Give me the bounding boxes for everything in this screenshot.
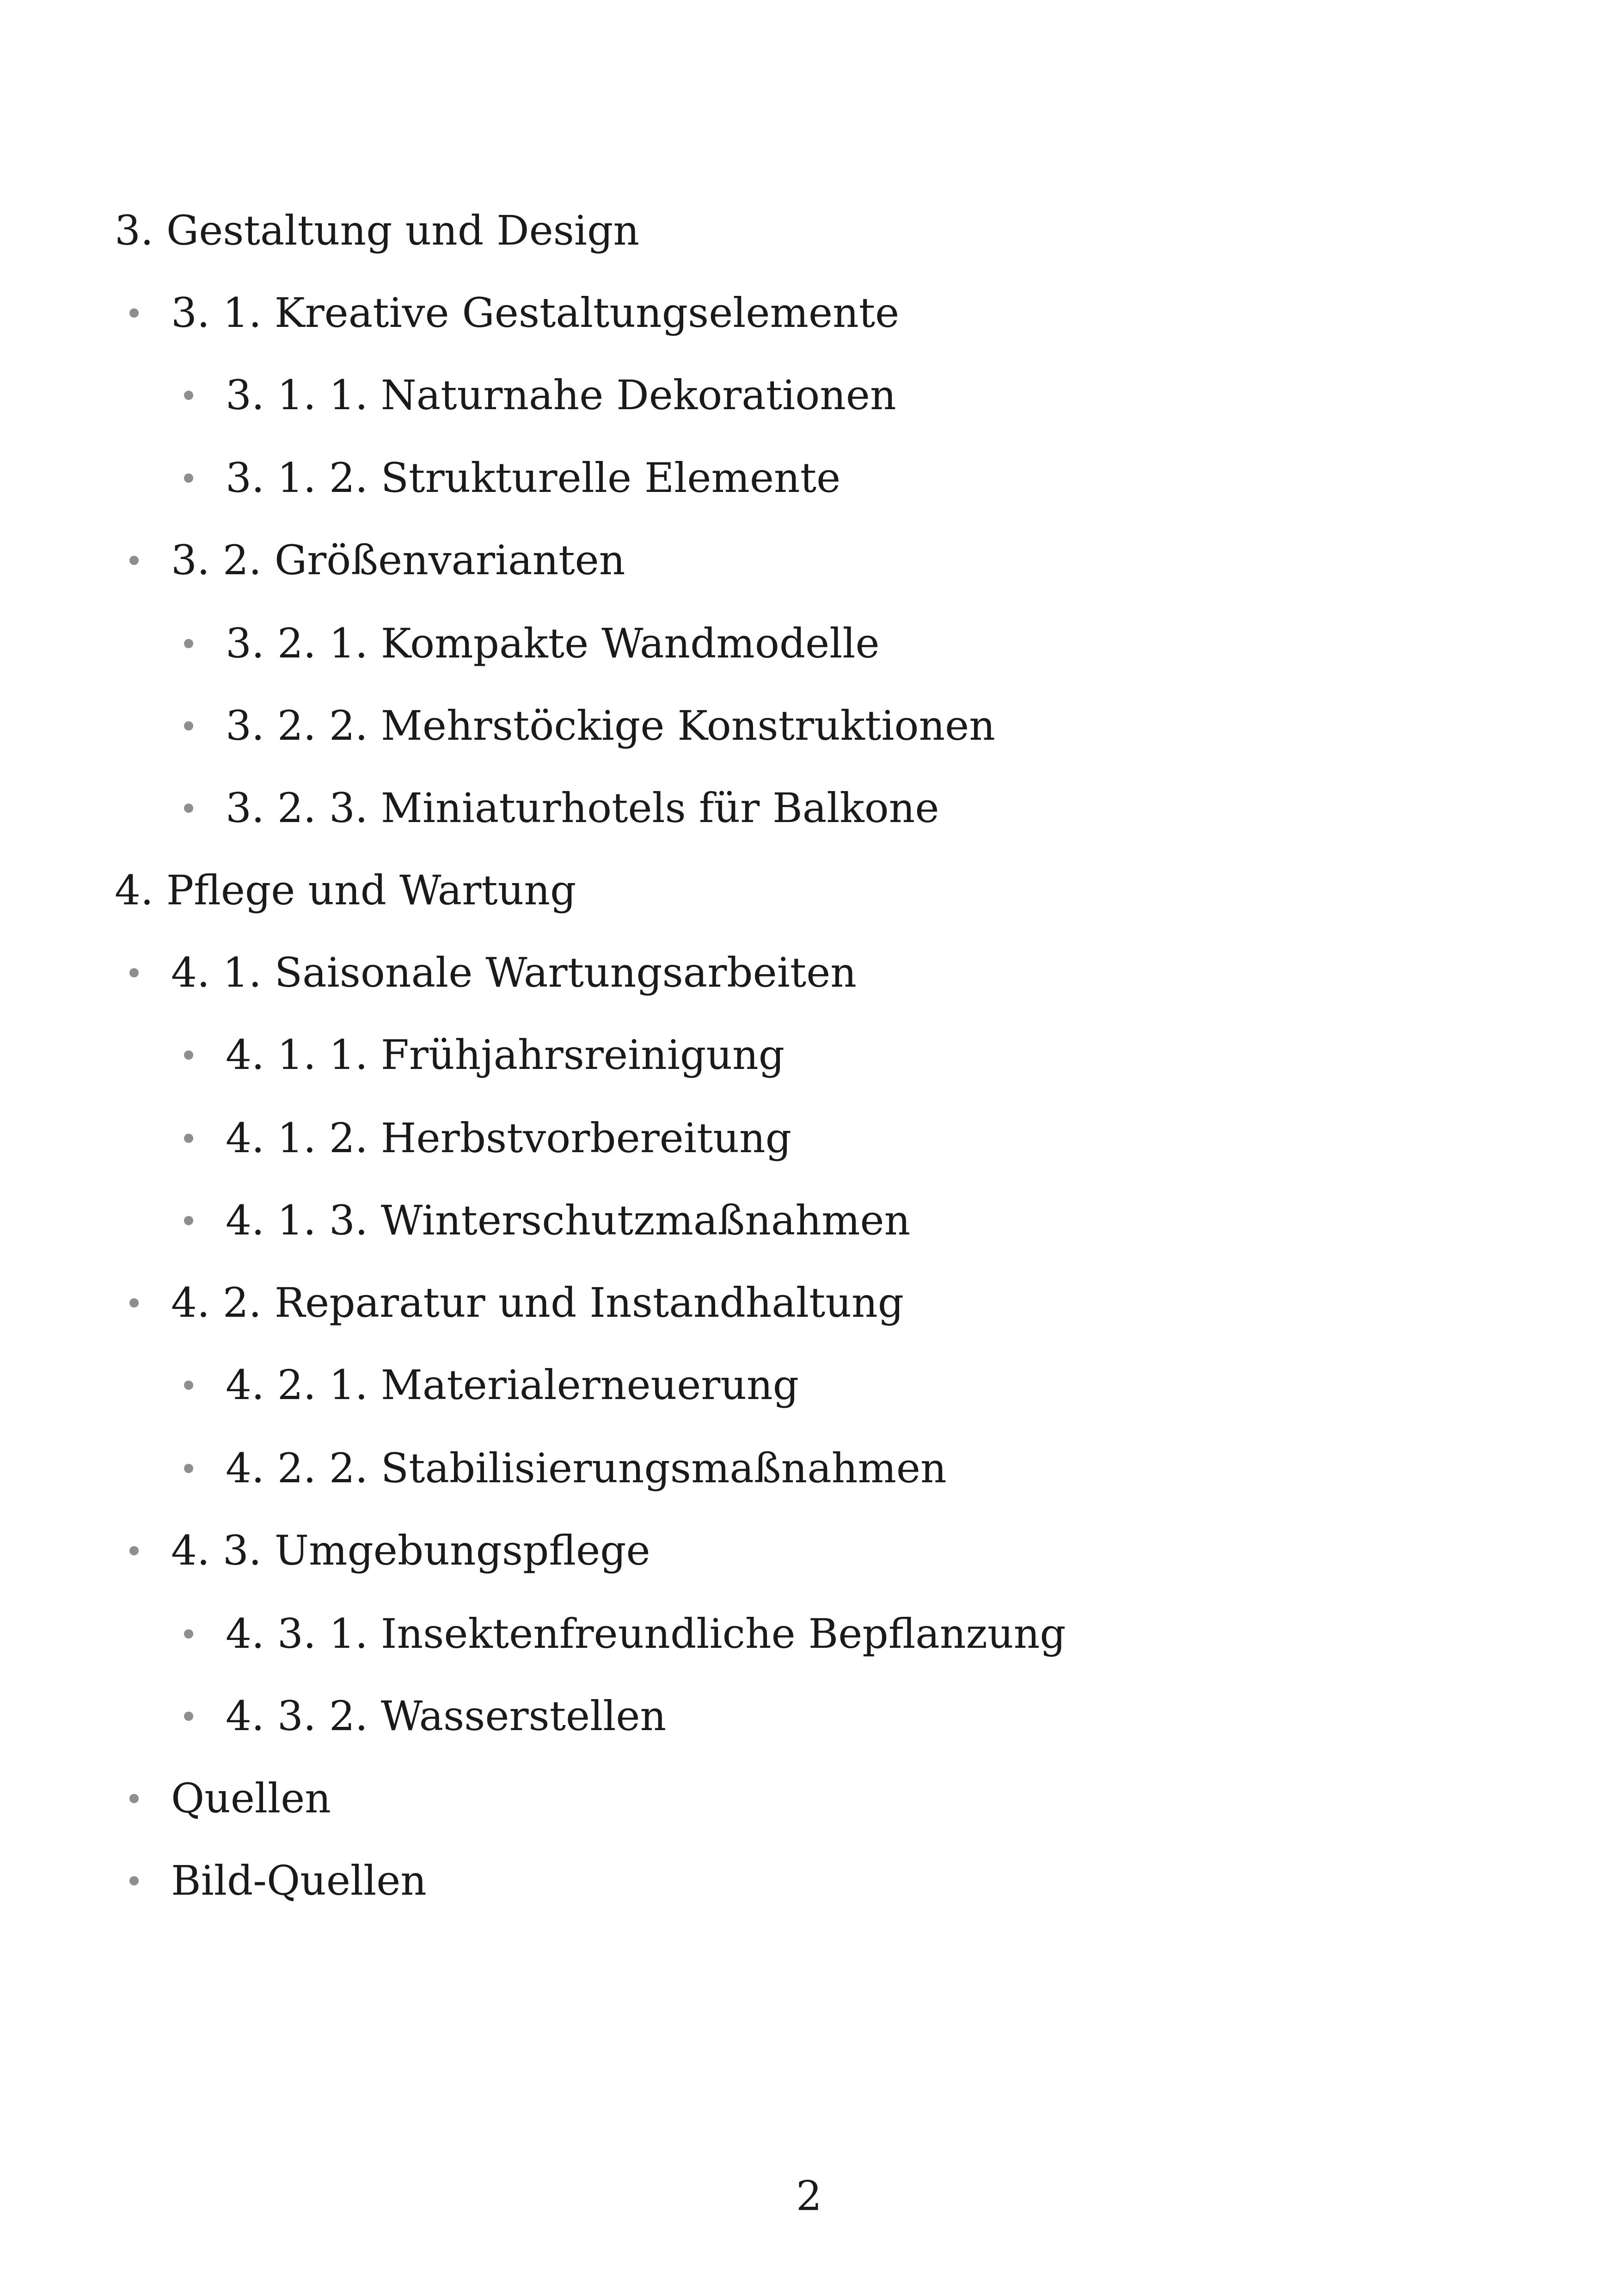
bullet-icon bbox=[184, 804, 193, 813]
toc-entry-label: 4. 3. Umgebungspflege bbox=[171, 1527, 650, 1574]
bullet-icon bbox=[129, 1298, 139, 1308]
toc-entry-label: 4. 2. Reparatur und Instandhaltung bbox=[171, 1279, 904, 1326]
bullet-icon bbox=[184, 1134, 193, 1143]
bullet-icon bbox=[184, 473, 193, 483]
toc-entry-label: 3. 2. 2. Mehrstöckige Konstruktionen bbox=[226, 702, 995, 749]
toc-chapter-3[interactable] bbox=[115, 207, 640, 254]
bullet-icon bbox=[129, 308, 139, 318]
toc-section-4-2[interactable] bbox=[171, 1279, 904, 1326]
toc-entry-label: 3. 1. 2. Strukturelle Elemente bbox=[226, 454, 841, 502]
toc-entry-label: 4. 1. 3. Winterschutzmaßnahmen bbox=[226, 1197, 911, 1244]
bullet-icon bbox=[184, 1712, 193, 1721]
toc-section-3-2[interactable] bbox=[171, 536, 625, 584]
toc-chapter-4[interactable] bbox=[115, 866, 576, 914]
bullet-icon bbox=[184, 1381, 193, 1390]
toc-entry-label: 4. 1. 1. Frühjahrsreinigung bbox=[226, 1031, 785, 1079]
toc-entry-label: 4. 2. 1. Materialerneuerung bbox=[226, 1361, 799, 1409]
toc-entry-label: 3. 2. Größenvarianten bbox=[171, 536, 625, 584]
toc-subsection-3-1-1[interactable] bbox=[226, 371, 896, 419]
toc-subsection-4-3-1[interactable] bbox=[226, 1610, 1066, 1658]
toc-entry-quellen[interactable] bbox=[171, 1774, 331, 1822]
toc-subsection-3-2-2[interactable] bbox=[226, 702, 995, 749]
toc-entry-label: 4. 3. 2. Wasserstellen bbox=[226, 1692, 667, 1740]
toc-entry-label: 3. 2. 1. Kompakte Wandmodelle bbox=[226, 620, 880, 667]
bullet-icon bbox=[184, 721, 193, 731]
toc-subsection-4-2-2[interactable] bbox=[226, 1444, 947, 1492]
bullet-icon bbox=[129, 1794, 139, 1803]
bullet-icon bbox=[129, 1546, 139, 1555]
toc-entry-label: 4. 3. 1. Insektenfreundliche Bepflanzung bbox=[226, 1610, 1066, 1658]
bullet-icon bbox=[184, 1629, 193, 1639]
toc-subsection-4-1-2[interactable] bbox=[226, 1114, 792, 1162]
toc-entry-label: 3. Gestaltung und Design bbox=[115, 207, 640, 254]
bullet-icon bbox=[184, 1216, 193, 1225]
toc-entry-label: 3. 1. Kreative Gestaltungselemente bbox=[171, 289, 900, 337]
bullet-icon bbox=[184, 1050, 193, 1060]
page-number: 2 bbox=[796, 2172, 822, 2220]
bullet-icon bbox=[184, 391, 193, 400]
toc-entry-label: 3. 2. 3. Miniaturhotels für Balkone bbox=[226, 784, 939, 832]
toc-subsection-3-1-2[interactable] bbox=[226, 454, 841, 502]
toc-subsection-4-3-2[interactable] bbox=[226, 1692, 667, 1740]
toc-subsection-3-2-3[interactable] bbox=[226, 784, 939, 832]
toc-entry-label: Quellen bbox=[171, 1774, 331, 1822]
toc-entry-label: 3. 1. 1. Naturnahe Dekorationen bbox=[226, 371, 896, 419]
bullet-icon bbox=[129, 968, 139, 977]
toc-subsection-4-1-1[interactable] bbox=[226, 1031, 785, 1079]
toc-section-3-1[interactable] bbox=[171, 289, 900, 337]
toc-section-4-3[interactable] bbox=[171, 1527, 650, 1574]
bullet-icon bbox=[184, 1464, 193, 1473]
toc-entry-label: 4. Pflege und Wartung bbox=[115, 866, 576, 914]
toc-entry-bild-quellen[interactable] bbox=[171, 1857, 427, 1904]
toc-entry-label: Bild-Quellen bbox=[171, 1857, 427, 1904]
toc-entry-label: 4. 1. 2. Herbstvorbereitung bbox=[226, 1114, 792, 1162]
toc-entry-label: 4. 2. 2. Stabilisierungsmaßnahmen bbox=[226, 1444, 947, 1492]
toc-subsection-4-2-1[interactable] bbox=[226, 1361, 799, 1409]
bullet-icon bbox=[184, 639, 193, 648]
bullet-icon bbox=[129, 1876, 139, 1885]
toc-subsection-3-2-1[interactable] bbox=[226, 620, 880, 667]
toc-entry-label: 4. 1. Saisonale Wartungsarbeiten bbox=[171, 949, 857, 996]
toc-section-4-1[interactable] bbox=[171, 949, 857, 996]
bullet-icon bbox=[129, 556, 139, 565]
toc-subsection-4-1-3[interactable] bbox=[226, 1197, 911, 1244]
